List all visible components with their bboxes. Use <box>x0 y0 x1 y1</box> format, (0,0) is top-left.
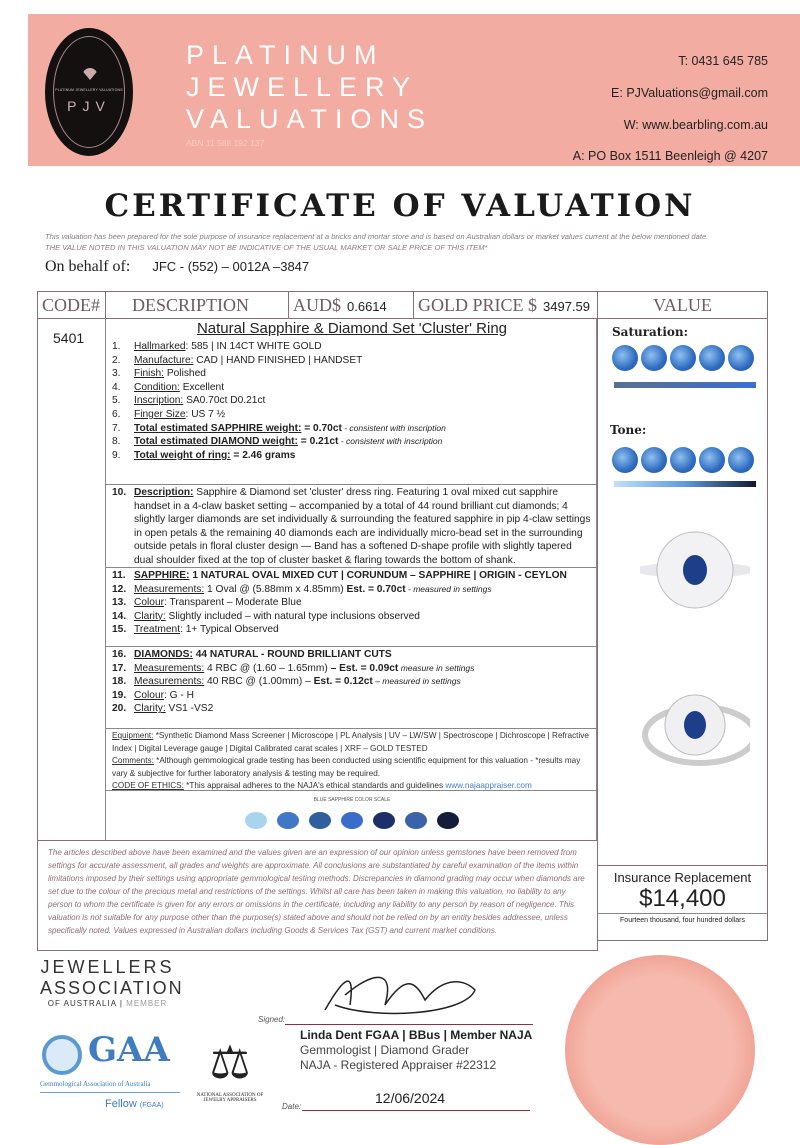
item-number: 13. <box>112 597 127 609</box>
item-number: 17. <box>112 662 127 674</box>
item-label: Clarity: <box>134 610 166 622</box>
fellow-text: Fellow <box>105 1098 137 1110</box>
item-text: : Transparent – Moderate Blue <box>164 597 302 609</box>
item-number: 8. <box>112 436 121 448</box>
item-number: 19. <box>112 689 127 701</box>
gaa-emblem-icon <box>42 1035 82 1075</box>
item-label: Colour <box>134 597 165 609</box>
signature-line <box>285 1024 533 1025</box>
value-header: VALUE <box>597 291 768 319</box>
equipment-text: *Synthetic Diamond Mass Screener | Microscope | PL Analysis | UV – LW/SW | Spectroscope | Dichroscope | Refractive Index | Digital Leverage gauge | Digital Calibrated carat scales | XRF – GOLD TESTED <box>112 731 589 753</box>
item-label: Measurements: <box>134 583 205 595</box>
gem-icon <box>641 345 667 371</box>
item-title: Natural Sapphire & Diamond Set 'Cluster' Ring <box>196 320 508 337</box>
legal-disclaimer: The articles described above have been examined and the values given are an expression of our opinion unless gemstones have been removed from settings for accurate assessment, all grades and weights are approximate. All conclusions are substantiated by careful examination of the items within limitations imposed by their settings using appropriate gemmological testing methods. Discrepancies in diamond grading may occur when diamonds are set due to the colour of the precious metal and restrictions of the settings. Whilst all care has been taken in making this valuation, no liability to any person to whom the certificate is given for any errors or omissions in the certificate, including any liability to any person by reason of negligence. This valuation is not suitable for any purpose other than the purpose(s) stated above and should not be relied on by an entity besides addressee, unless specifically noted. Values expressed in Australian dollars including Goods & Services Tax (GST) and current market conditions. <box>37 840 598 951</box>
sapphire-color-swatch <box>245 812 267 829</box>
list-item <box>112 610 592 624</box>
list-item <box>112 702 592 716</box>
gem-icon <box>728 345 754 371</box>
item-text: : 585 | IN 14CT WHITE GOLD <box>185 341 322 352</box>
item-label: Manufacture: <box>134 354 194 366</box>
brand-line: PLATINUM <box>186 40 385 70</box>
item-number: 5. <box>112 395 121 407</box>
item-estimate: – Est. = 0.09ct <box>330 662 399 674</box>
item-label: Measurements: <box>134 676 205 688</box>
scales-icon: ⚖ <box>209 1036 251 1088</box>
ring-image-side <box>640 680 750 780</box>
tone-gems <box>612 447 757 478</box>
code-column <box>37 318 106 841</box>
item-label: Total estimated DIAMOND weight: <box>134 436 298 448</box>
item-number: 15. <box>112 624 127 636</box>
list-item <box>112 340 592 354</box>
gaa-logo: GAA <box>88 1030 170 1070</box>
sapphire-color-swatch <box>341 812 363 829</box>
item-label: SAPPHIRE: <box>134 570 190 581</box>
date-label: Date: <box>282 1102 302 1111</box>
item-number: 3. <box>112 368 121 380</box>
address: A: PO Box 1511 Beenleigh @ 4207 <box>572 149 768 163</box>
divider <box>40 1092 180 1093</box>
signer-registration: NAJA - Registered Appraiser #22312 <box>300 1058 497 1072</box>
sapphire-color-swatch <box>373 812 395 829</box>
gem-icon <box>699 345 725 371</box>
code-header: CODE# <box>37 291 106 319</box>
saturation-bar <box>614 382 756 388</box>
item-text: Polished <box>164 368 206 380</box>
item-number: 18. <box>112 676 127 688</box>
list-item <box>112 435 592 449</box>
date-value: 12/06/2024 <box>375 1090 446 1106</box>
signature-image <box>315 965 485 1030</box>
item-label: Finger Size <box>134 408 186 420</box>
item-label: Condition: <box>134 381 180 393</box>
item-text: VS1 -VS2 <box>165 703 214 715</box>
item-note: measure in settings <box>398 662 475 673</box>
disclaimer: This valuation has been prepared for the sole purpose of insurance replacement at a bricks and mortar store and is based on Australian dollars or market values current at the below mentioned date. <box>45 232 709 241</box>
list-item <box>112 648 592 662</box>
color-scale-section <box>105 790 597 841</box>
item-text: = 2.46 grams <box>230 449 296 461</box>
item-text: 40 RBC @ (1.00mm) – <box>204 676 314 688</box>
gold-header <box>413 291 598 319</box>
aud-header <box>288 291 414 319</box>
item-text: SA0.70ct D0.21ct <box>183 395 266 407</box>
diamonds-section <box>105 646 597 729</box>
item-text: = 0.70ct <box>301 422 342 434</box>
item-label: Inscription: <box>134 395 184 407</box>
ethics-label: CODE OF ETHICS: <box>112 781 184 791</box>
gold-label: GOLD PRICE $ <box>418 295 538 315</box>
description-label: Description: <box>134 487 194 498</box>
color-scale-title: BLUE SAPPHIRE COLOR SCALE <box>313 797 391 803</box>
gem-icon <box>612 447 638 473</box>
item-number: 6. <box>112 408 121 420</box>
brand-line: JEWELLERY <box>186 72 419 102</box>
signer-role: Gemmologist | Diamond Grader <box>300 1043 470 1057</box>
list-item <box>112 583 592 597</box>
list-item <box>112 623 592 637</box>
item-number: 9. <box>112 449 121 461</box>
item-text: Excellent <box>179 381 225 393</box>
item-label: Measurements: <box>134 662 205 674</box>
list-item <box>112 596 592 610</box>
item-label: Colour <box>134 689 165 701</box>
item-text: Slightly included – with natural type inclusions observed <box>165 610 420 622</box>
equipment-label: Equipment: <box>112 731 154 740</box>
insurance-amount: $14,400 <box>639 885 726 912</box>
item-text: : 1+ Typical Observed <box>180 624 279 636</box>
item-note: – measured in settings <box>372 676 461 687</box>
item-label: Total estimated SAPPHIRE weight: <box>134 422 302 434</box>
item-text: = 0.21ct <box>297 436 339 448</box>
gem-icon <box>670 345 696 371</box>
signed-label: Signed: <box>258 1015 286 1024</box>
list-item <box>112 689 592 703</box>
naja-logo-text: NATIONAL ASSOCIATION OF JEWELRY APPRAISERS <box>196 1093 264 1103</box>
aud-value: 0.6614 <box>347 299 387 314</box>
aud-label: AUD$ <box>293 295 341 315</box>
pjv-logo <box>45 28 133 156</box>
logo-text: PLATINUM JEWELLERY VALUATIONS <box>55 88 123 92</box>
item-label: Clarity: <box>134 703 166 715</box>
fellow-abbr: (FGAA) <box>139 1102 164 1109</box>
item-label: DIAMONDS: <box>134 649 193 660</box>
seal-stamp <box>565 955 755 1145</box>
description-text: Sapphire & Diamond set 'cluster' dress ring. Featuring 1 oval mixed cut sapphire handset in a 4-claw basket setting – accompanied by a total of 44 round brilliant cut diamonds; 4 slightly larger diamonds are set individually & surrounding the featured sapphire in pip 4-claw settings in open petals & the remaining 40 diamonds each are individually micro-bead set in the surrounding outside petals in floral cluster design — Band has a softened D-shape profile with slightly tapered dual shoulder fixed at the top of cluster basket & flaring towards the bottom of shank. <box>134 487 591 566</box>
jaa-line: OF AUSTRALIA | <box>47 999 127 1008</box>
behalf-value: JFC - (552) – 0012A –3847 <box>152 259 310 274</box>
list-item <box>112 449 592 463</box>
jaa-logo <box>40 957 184 1008</box>
list-item <box>112 662 592 676</box>
item-label: Total weight of ring: <box>134 449 231 461</box>
description-section <box>105 484 597 568</box>
item-text: 1 Oval @ (5.88mm x 4.85mm) <box>204 583 347 595</box>
logo-initials: PJV <box>67 98 111 114</box>
item-number: 12. <box>112 583 127 595</box>
item-number: 20. <box>112 703 127 715</box>
item-label: Finish: <box>134 368 165 380</box>
saturation-label: Saturation: <box>612 325 689 339</box>
item-text: : US 7 ½ <box>185 408 226 420</box>
gem-icon <box>728 447 754 473</box>
item-note: - consistent with inscription <box>338 436 443 447</box>
disclaimer-caps: THE VALUE NOTED IN THIS VALUATION MAY NOT BE INDICATIVE OF THE USUAL MARKET OR SALE PRICE OF THIS ITEM* <box>45 243 488 252</box>
item-number: 14. <box>112 610 127 622</box>
item-label: Treatment <box>134 624 181 636</box>
signer-name: Linda Dent FGAA | BBus | Member NAJA <box>300 1028 533 1042</box>
email: E: PJValuations@gmail.com <box>611 86 768 100</box>
comments-label: Comments: <box>112 756 154 766</box>
list-item <box>112 408 592 422</box>
item-number: 16. <box>112 649 127 660</box>
item-text: 44 NATURAL - ROUND BRILLIANT CUTS <box>192 649 392 660</box>
item-number: 4. <box>112 381 121 393</box>
tone-bar <box>614 481 756 487</box>
insurance-label: Insurance Replacement <box>613 870 752 885</box>
comments-text: *Although gemmological grade testing has been conducted using scientific equipment for this valuation - *results may vary & subjective for further laboratory analysis & testing may be required. <box>112 756 581 778</box>
item-note: - consistent with inscription <box>341 422 446 433</box>
sapphire-color-swatch <box>437 812 459 829</box>
jaa-line: JEWELLERS <box>40 957 175 977</box>
gem-icon <box>699 447 725 473</box>
on-behalf-of <box>45 258 309 276</box>
gaa-fellow <box>105 1098 164 1110</box>
sapphire-section <box>105 567 597 647</box>
item-text: 4 RBC @ (1.60 – 1.65mm) <box>204 662 331 674</box>
brand-line: VALUATIONS <box>186 104 434 134</box>
list-item <box>112 381 592 395</box>
item-number: 11. <box>112 570 126 581</box>
item-note: - measured in settings <box>405 583 492 594</box>
abn: ABN 11 588 192 137 <box>186 138 265 148</box>
item-text: 1 NATURAL OVAL MIXED CUT | CORUNDUM – SAPPHIRE | ORIGIN - CEYLON <box>189 570 567 581</box>
item-estimate: Est. = 0.12ct <box>313 676 373 688</box>
list-item <box>112 367 592 381</box>
item-number: 2. <box>112 354 121 366</box>
list-item <box>112 569 592 583</box>
item-number: 7. <box>112 422 121 434</box>
list-item <box>112 675 592 689</box>
behalf-label: On behalf of: <box>45 258 131 275</box>
date-line <box>302 1110 530 1111</box>
item-number: 1. <box>112 341 121 352</box>
jaa-line: ASSOCIATION <box>40 978 184 998</box>
list-item <box>112 422 592 436</box>
saturation-gems <box>612 345 757 376</box>
phone: T: 0431 645 785 <box>678 54 768 68</box>
equipment-section <box>105 728 597 791</box>
item-text: : G - H <box>164 689 195 701</box>
naja-link[interactable]: www.najaappraiser.com <box>445 781 532 791</box>
website: W: www.bearbling.com.au <box>623 118 768 132</box>
item-estimate: Est. = 0.70ct <box>346 583 406 595</box>
insurance-box <box>597 865 768 941</box>
tone-label: Tone: <box>610 423 647 437</box>
gem-icon <box>641 447 667 473</box>
ethics-text: *This appraisal adheres to the NAJA's ethical standards and guidelines <box>183 781 446 791</box>
gem-icon <box>612 345 638 371</box>
sapphire-color-swatch <box>277 812 299 829</box>
item-label: Hallmarked <box>134 341 186 352</box>
jaa-member: MEMBER <box>126 999 168 1008</box>
ring-image-top <box>640 520 750 620</box>
gold-value: 3497.59 <box>543 299 591 314</box>
details-section <box>105 318 597 485</box>
color-scale <box>112 812 592 834</box>
sapphire-color-swatch <box>309 812 331 829</box>
item-code: 5401 <box>53 330 85 346</box>
item-number: 10. <box>112 487 127 498</box>
sapphire-color-swatch <box>405 812 427 829</box>
item-text: CAD | HAND FINISHED | HANDSET <box>193 354 363 366</box>
list-item <box>112 354 592 368</box>
list-item <box>112 394 592 408</box>
description-header: DESCRIPTION <box>105 291 289 319</box>
gaa-full: Gemmological Association of Australia <box>40 1080 151 1088</box>
insurance-words: Fourteen thousand, four hundred dollars <box>598 913 767 924</box>
certificate-title: CERTIFICATE OF VALUATION <box>104 188 696 224</box>
gem-icon <box>670 447 696 473</box>
